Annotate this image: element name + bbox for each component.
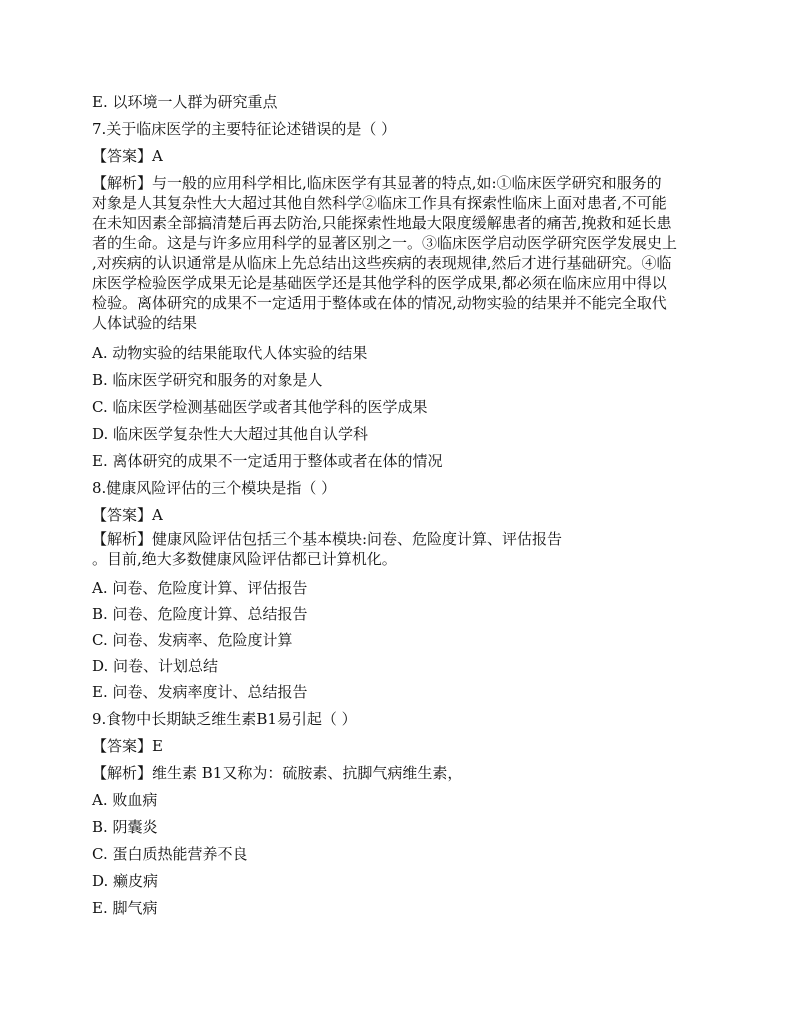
q8-option-d: D. 问卷、计划总结 <box>92 657 219 675</box>
q8-option-e: E. 问卷、发病率度计、总结报告 <box>92 683 308 701</box>
q9-option-e: E. 脚气病 <box>92 899 158 917</box>
q9-option-d: D. 癞皮病 <box>92 872 159 890</box>
q7-analysis-line: 【解析】与一般的应用科学相比,临床医学有其显著的特点,如:①临床医学研究和服务的 <box>92 174 662 192</box>
q8-answer: 【答案】A <box>92 506 163 524</box>
q7-option-a: A. 动物实验的结果能取代人体实验的结果 <box>92 344 368 362</box>
q7-analysis-line: ,对疾病的认识通常是从临床上先总结出这些疾病的表现规律,然后才进行基础研究。④临 <box>92 254 672 272</box>
q8-option-b: B. 问卷、危险度计算、总结报告 <box>92 605 308 623</box>
q9-option-c: C. 蛋白质热能营养不良 <box>92 845 248 863</box>
q8-analysis-line: 【解析】健康风险评估包括三个基本模块:问卷、危险度计算、评估报告 <box>92 530 563 548</box>
q9-option-b: B. 阴囊炎 <box>92 818 158 836</box>
q7-question: 7.关于临床医学的主要特征论述错误的是（ ） <box>92 120 397 138</box>
q7-analysis-line: 者的生命。这是与许多应用科学的显著区别之一。③临床医学启动医学研究医学发展史上 <box>92 234 678 252</box>
q7-analysis-line: 检验。离体研究的成果不一定适用于整体或在体的情况,动物实验的结果并不能完全取代 <box>92 294 667 312</box>
q8-option-a: A. 问卷、危险度计算、评估报告 <box>92 579 308 597</box>
q7-analysis-line: 对象是人其复杂性大大超过其他自然科学②临床工作具有探索性临床上面对患者,不可能 <box>92 194 667 212</box>
q8-analysis-line: 。目前,绝大多数健康风险评估都已计算机化。 <box>92 550 397 568</box>
q8-option-c: C. 问卷、发病率、危险度计算 <box>92 631 293 649</box>
q7-analysis <box>92 173 704 333</box>
q9-analysis-line: 【解析】维生素 B1又称为：硫胺素、抗脚气病维生素， <box>92 764 463 782</box>
q7-answer: 【答案】A <box>92 147 163 165</box>
q9-question: 9.食物中长期缺乏维生素B1易引起（ ） <box>92 710 357 728</box>
q7-analysis-line: 床医学检验医学成果无论是基础医学还是其他学科的医学成果,都必须在临床应用中得以 <box>92 274 667 292</box>
q6-option-e: E. 以环境一人群为研究重点 <box>92 93 278 111</box>
q9-analysis <box>92 763 704 783</box>
q9-answer: 【答案】E <box>92 737 163 755</box>
q7-option-b: B. 临床医学研究和服务的对象是人 <box>92 371 323 389</box>
q8-question: 8.健康风险评估的三个模块是指（ ） <box>92 479 337 497</box>
q7-option-c: C. 临床医学检测基础医学或者其他学科的医学成果 <box>92 398 428 416</box>
q9-option-a: A. 败血病 <box>92 791 158 809</box>
q7-option-e: E. 离体研究的成果不一定适用于整体或者在体的情况 <box>92 452 443 470</box>
q7-analysis-line: 人体试验的结果 <box>92 314 198 332</box>
q7-option-d: D. 临床医学复杂性大大超过其他自认学科 <box>92 425 369 443</box>
q7-analysis-line: 在未知因素全部搞清楚后再去防治,只能探索性地最大限度缓解患者的痛苦,挽救和延长患 <box>92 214 672 232</box>
q8-analysis <box>92 529 704 569</box>
